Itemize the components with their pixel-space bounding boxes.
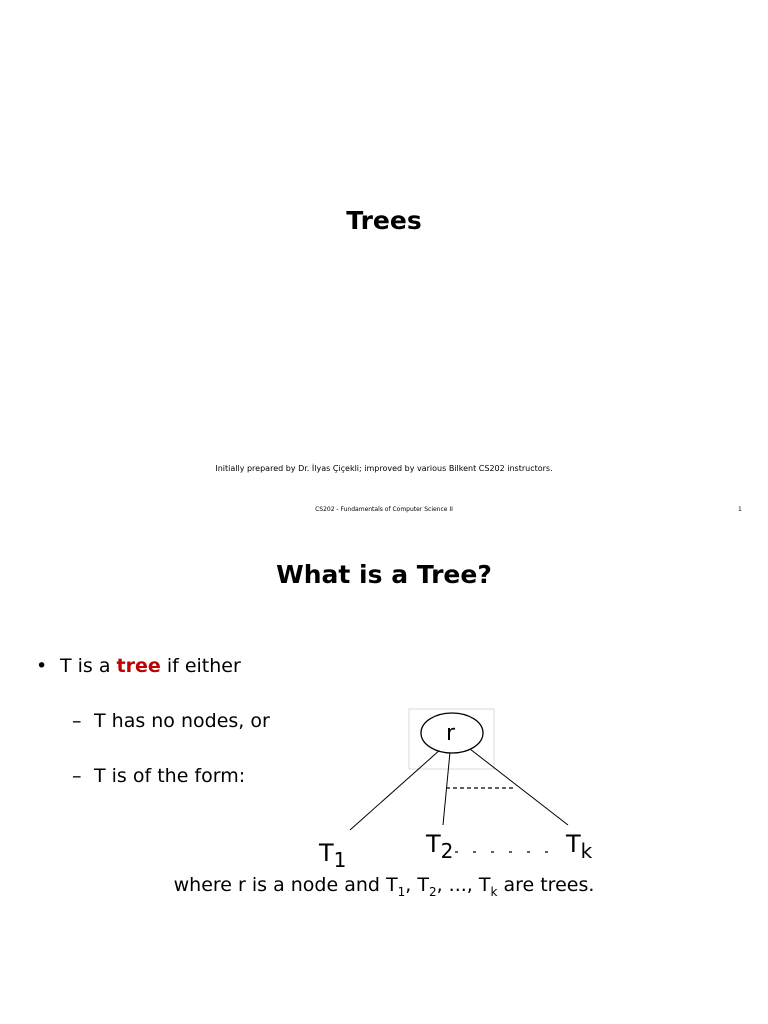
- edge-to-t1: [350, 749, 441, 830]
- tree-diagram: [300, 707, 630, 877]
- bullet-icon: •: [36, 655, 48, 677]
- credit-line: Initially prepared by Dr. İlyas Çiçekli; improved by various Bilkent CS202 instructors.: [215, 464, 553, 473]
- caption-part: , T: [405, 874, 429, 896]
- root-label: r: [446, 721, 456, 746]
- edge-to-tk: [470, 749, 568, 825]
- bullet-text-suffix: if either: [160, 655, 241, 677]
- sub-bullet-no-nodes: [72, 710, 270, 732]
- tk-base: T: [566, 830, 581, 858]
- caption-part: are trees.: [497, 874, 595, 896]
- t2-subscript: 2: [440, 839, 454, 863]
- caption-part: where r is a node and T: [173, 874, 398, 896]
- slide-title: What is a Tree?: [276, 560, 492, 589]
- bullet-text-prefix: T is a: [60, 655, 117, 677]
- caption-part: , ..., T: [436, 874, 491, 896]
- caption-subscript: 2: [428, 885, 437, 899]
- slide-2: [0, 512, 768, 1024]
- definition-caption: [0, 874, 768, 899]
- slide-footer: CS202 - Fundamentals of Computer Science II: [315, 506, 453, 513]
- caption-subscript: k: [490, 885, 498, 899]
- t1-subscript: 1: [333, 848, 347, 872]
- bullet-item: [36, 655, 241, 677]
- t2-base: T: [426, 830, 441, 858]
- subtree-label-tk: [566, 830, 593, 863]
- highlighted-term: tree: [116, 655, 161, 677]
- subtree-label-t2: [426, 830, 454, 863]
- sub-bullet-form: [72, 765, 245, 787]
- sub-bullet-text: T is of the form:: [94, 765, 246, 787]
- dash-icon: –: [72, 710, 82, 732]
- slide-title: Trees: [346, 206, 422, 235]
- dash-icon: –: [72, 765, 82, 787]
- caption-subscript: 1: [397, 885, 406, 899]
- page-number: 1: [738, 506, 742, 513]
- tk-subscript: k: [580, 839, 593, 863]
- t1-base: T: [319, 839, 334, 867]
- subtree-label-t1: [319, 839, 347, 872]
- sub-bullet-text: T has no nodes, or: [94, 710, 270, 732]
